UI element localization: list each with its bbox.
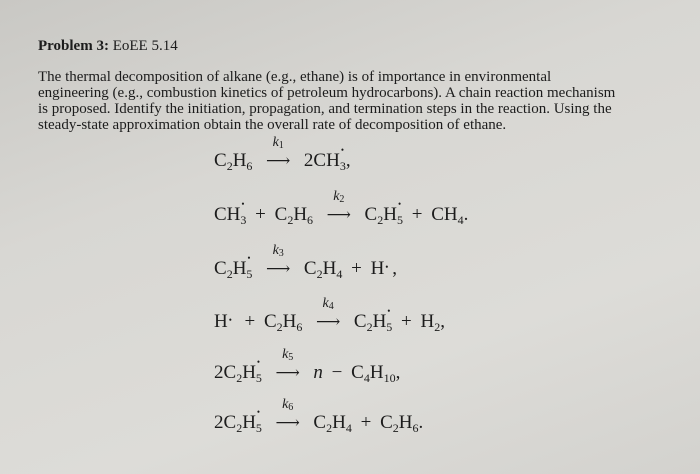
radical-dot: • xyxy=(340,145,344,155)
reaction-6: $2C_2H$ • $_5$ $k_6$ ⟶ $C_2H_4 + C_2H_6$. xyxy=(214,397,424,435)
rate-arrow-k2: $k_2$ ⟶ xyxy=(326,189,351,224)
problem-source: EoEE 5.14 xyxy=(112,38,178,54)
problem-label: Problem 3: xyxy=(38,38,109,54)
radical-dot: • xyxy=(397,199,402,209)
reaction-3: $C_2H$ • $_5$ $k_3$ ⟶ $C_2H_4 + H$ • , xyxy=(214,243,398,281)
radical-dot: • xyxy=(256,357,261,367)
radical-dot: • xyxy=(385,262,389,272)
rate-arrow-k6: $k_6$ ⟶ xyxy=(275,397,300,432)
radical-dot: • xyxy=(247,253,251,263)
reaction-4: H • + $C_2H_6$ $k_4$ ⟶ $C_2H$ • $_5 + H_2$, xyxy=(214,296,445,334)
problem-statement xyxy=(38,69,688,133)
statement-line: is proposed. Identify the initiation, propagation, and termination steps in the reaction. Using the xyxy=(38,101,612,117)
rate-arrow-k1: $k_1$ ⟶ xyxy=(265,135,291,170)
reaction-1: $C_2H_6$ $k_1$ ⟶ 2CH • $_3$, xyxy=(214,135,351,173)
radical-dot: • xyxy=(256,407,261,417)
statement-line: steady-state approximation obtain the overall rate of decomposition of ethane. xyxy=(38,117,507,133)
rate-arrow-k3: $k_3$ ⟶ xyxy=(265,243,291,278)
rate-arrow-k5: $k_5$ ⟶ xyxy=(275,347,300,382)
radical-dot: • xyxy=(387,306,391,316)
statement-line: engineering (e.g., combustion kinetics of petroleum hydrocarbons). A chain reaction mechanism xyxy=(38,85,616,101)
radical-dot: • xyxy=(241,199,245,209)
statement-line: The thermal decomposition of alkane (e.g., ethane) is of importance in environmental xyxy=(38,69,552,85)
rate-arrow-k4: $k_4$ ⟶ xyxy=(315,296,341,331)
radical-dot: • xyxy=(228,315,232,325)
problem-heading xyxy=(38,38,178,55)
reaction-2: CH • $_3 + C_2H_6$ $k_2$ ⟶ $C_2H$ • $_5 + CH_4$. xyxy=(214,189,469,227)
reaction-5: $2C_2H$ • $_5$ $k_5$ ⟶ $n - C_4H_{10}$, xyxy=(214,347,401,385)
